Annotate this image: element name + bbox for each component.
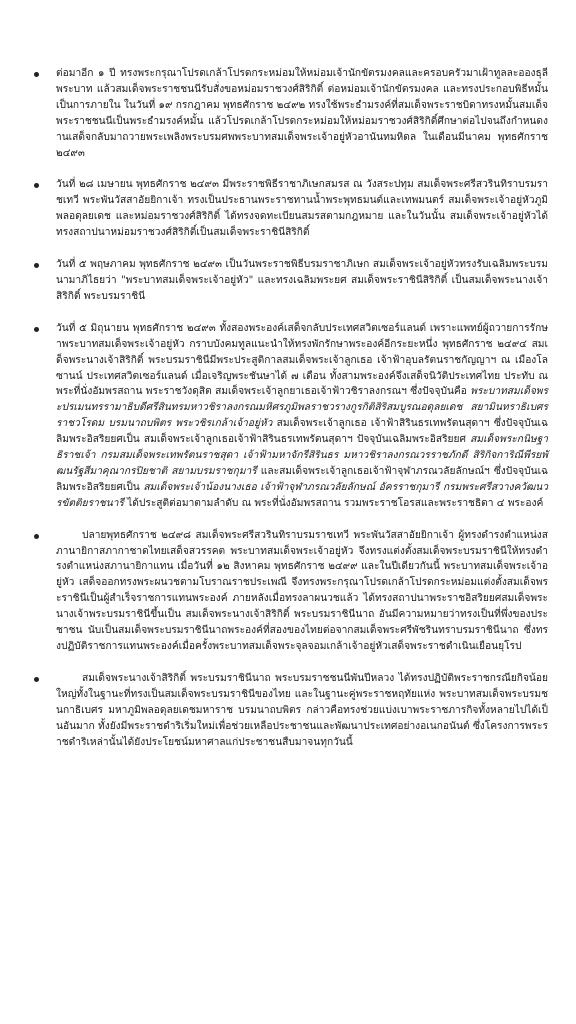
paragraph-text: สมเด็จพระนางเจ้าสิริกิติ์ พระบรมราชินีนาถ พระบรมราชชนนีพันปีหลวง ได้ทรงปฏิบัติพระราชกรณียกิจน้อยใหญ่ทั้งในฐานะที่ทรงเป็นสมเด็จพระบรมราชินีของไทย และในฐานะคู่พระราชหฤทัยแห่ง พระบาทสมเด็จพระบรมชนกาธิเบศร มหาภูมิพลอดุลยเดชมหาราช บรมนาถบพิตร กล่าวคือทรงช่วยแบ่งเบาพระราชภารกิจทั้งหลายไปได้เป็นอันมาก ทั้งยังมีพระราชดำริเริ่มใหม่เพื่อช่วยเหลือประชาชนและพัฒนาประเทศอย่างอเนกอนันต์ ซึ่งโครงการพระราชดำริเหล่านั้นได้ยังประโยชน์มหาศาลแก่ประชาชนสืบมาจนทุกวันนี้ [56, 672, 548, 748]
bullet-paragraph [56, 257, 548, 305]
paragraph-text: วันที่ ๒๘ เมษายน พุทธศักราช ๒๔๙๓ มีพระราชพิธีราชาภิเษกสมรส ณ วังสระปทุม สมเด็จพระศรีสวรินทิราบรมราชเทวี พระพันวัสสาอัยยิกาเจ้า ทรงเป็นประธานพระราชทานน้ำพระพุทธมนต์และเทพมนตร์ สมเด็จพระเจ้าอยู่หัวภูมิพลอดุลยเดช และหม่อมราชวงศ์สิริกิติ์ ได้ทรงจดทะเบียนสมรสตามกฎหมาย และในวันนั้น สมเด็จพระเจ้าอยู่หัวได้ทรงสถาปนาหม่อมราชวงศ์สิริกิติ์เป็นสมเด็จพระราชินีสิริกิติ์ [56, 179, 548, 239]
paragraph-text: ได้ประสูติต่อมาตามลำดับ ณ พระที่นั่งอัมพรสถาน รวมพระราชโอรสและพระราชธิดา ๔ พระองค์ [123, 497, 544, 509]
bullet-paragraph [56, 66, 548, 161]
bullet-paragraph [56, 177, 548, 241]
bullet-paragraph [56, 528, 548, 655]
bullet-paragraph [56, 671, 548, 751]
bullet-list [56, 66, 548, 750]
paragraph-text: วันที่ ๕ มิถุนายน พุทธศักราช ๒๔๙๓ ทั้งสองพระองค์เสด็จกลับประเทศสวิตเซอร์แลนด์ เพราะแพทย์ผู้ถวายการรักษาพระบาทสมเด็จพระเจ้าอยู่หัว กราบบังคมทูลแนะนำให้ทรงพักรักษาพระองค์อีกระยะหนึ่ง พุทธศักราช ๒๔๙๔ สมเด็จพระนางเจ้าสิริกิติ์ พระบรมราชินีมีพระประสูติกาลสมเด็จพระเจ้าลูกเธอ เจ้าฟ้าอุบลรัตนราชกัญญาฯ ณ เมืองโลซานน์ ประเทศสวิตเซอร์แลนด์ เมื่อเจริญพระชันษาได้ ๗ เดือน ทั้งสามพระองค์จึงเสด็จนิวัติประเทศไทย ประทับ ณ พระที่นั่งอัมพรสถาน พระราชวังดุสิต สมเด็จพระเจ้าลูกยาเธอเจ้าฟ้าวชิราลงกรณฯ ซึ่งปัจจุบันคือ [56, 322, 548, 398]
paragraph-text: ปลายพุทธศักราช ๒๔๙๘ สมเด็จพระศรีสวรินทิราบรมราชเทวี พระพันวัสสาอัยยิกาเจ้า ผู้ทรงดำรงตำแหน่งสภานายิกาสภากาชาดไทยเสด็จสวรรคต พระบาทสมเด็จพระเจ้าอยู่หัว จึงทรงแต่งตั้งสมเด็จพระบรมราชินีให้ทรงดำรงตำแหน่งสภานายิกาแทน เมื่อวันที่ ๑๒ สิงหาคม พุทธศักราช ๒๔๙๙ และในปีเดียวกันนี้ พระบาทสมเด็จพระเจ้าอยู่หัว เสด็จออกทรงพระผนวชตามโบราณราชประเพณี จึงทรงพระกรุณาโปรดเกล้าโปรดกระหม่อมแต่งตั้งสมเด็จพระราชินีเป็นผู้สำเร็จราชการแทนพระองค์ ภายหลังเมื่อทรงลาผนวชแล้ว ได้ทรงสถาปนาพระราชอิสริยยศสมเด็จพระนางเจ้าพระบรมราชินีขึ้นเป็น สมเด็จพระนางเจ้าสิริกิติ์ พระบรมราชินีนาถ อันมีความหมายว่าทรงเป็นที่พึ่งของประชาชน นับเป็นสมเด็จพระบรมราชินีนาถพระองค์ที่สองของไทยต่อจากสมเด็จพระศรีพัชรินทราบรมราชินีนาถ ซึ่งทรงปฏิบัติราชการแทนพระองค์เมื่อครั้งพระบาทสมเด็จพระจุลจอมเกล้าเจ้าอยู่หัวเสด็จพระราชดำเนินเยือนยุโรป [56, 529, 548, 652]
royal-title-text: สมเด็จพระกนิษฐาธิราชเจ้า กรมสมเด็จพระเทพรัตนราชสุดา เจ้าฟ้ามหาจักรีสิรินธร มหาวชิราลงกรณวรราชภักดี สิริกิจการิณีพีรยพัฒนรัฐสีมาคุณากรปิยชาติ สยามบรมราชกุมารี [56, 434, 548, 477]
royal-title-text: สมเด็จพระเจ้าน้องนางเธอ เจ้าฟ้าจุฬาภรณวลัยลักษณ์ อัครราชกุมารี กรมพระศรีสวางควัฒนวรขัตติยราชนารี [56, 481, 548, 509]
paragraph-text: และสมเด็จพระเจ้าลูกเธอเจ้าฟ้าจุฬาภรณวลัยลักษณ์ฯ ซึ่งปัจจุบันเฉลิมพระอิสริยยศเป็น [56, 465, 548, 493]
paragraph-text: ต่อมาอีก ๑ ปี ทรงพระกรุณาโปรดเกล้าโปรดกระหม่อมให้หม่อมเจ้านักขัตรมงคลและครอบครัวมาเฝ้าทูลละอองธุลีพระบาท แล้วสมเด็จพระราชชนนีรับสั่งขอหม่อมราชวงศ์สิริกิติ์ ต่อหม่อมเจ้านักขัตรมงคล และทรงประกอบพิธีหมั้นเป็นการภายใน ในวันที่ ๑๙ กรกฎาคม พุทธศักราช ๒๔๙๒ ทรงใช้พระธำมรงค์ที่สมเด็จพระราชบิดาทรงหมั้นสมเด็จพระราชชนนีเป็นพระธำมรงค์หมั้น แล้วโปรดเกล้าโปรดกระหม่อมให้หม่อมราชวงศ์สิริกิติ์ศึกษาต่อไปจนถึงกำหนดงานเสด็จกลับมาถวายพระเพลิงพระบรมศพพระบาทสมเด็จพระเจ้าอยู่หัวอานันทมหิดล ในเดือนมีนาคม พุทธศักราช ๒๔๙๓ [56, 68, 548, 159]
bullet-paragraph [56, 321, 548, 512]
paragraph-text: วันที่ ๕ พฤษภาคม พุทธศักราช ๒๔๙๓ เป็นวันพระราชพิธีบรมราชาภิเษก สมเด็จพระเจ้าอยู่หัวทรงรับเฉลิมพระบรมนามาภิไธยว่า "พระบาทสมเด็จพระเจ้าอยู่หัว" และทรงเฉลิมพระยศ สมเด็จพระราชินีสิริกิติ์ เป็นสมเด็จพระนางเจ้าสิริกิติ์ พระบรมราชินี [56, 259, 548, 302]
paragraph-text: สมเด็จพระเจ้าลูกเธอ เจ้าฟ้าสิรินธรเทพรัตนสุดาฯ ซึ่งปัจจุบันเฉลิมพระอิสริยยศเป็น สมเด็จพระเจ้าลูกเธอเจ้าฟ้าสิรินธรเทพรัตนสุดาฯ ปัจจุบันเฉลิมพระอิสริยยศ [56, 418, 548, 446]
royal-title-text: พระบาทสมเด็จพระปรเมนทรรามาธิบดีศรีสินทรมหาวชิราลงกรณมหิศรภูมิพลราชวรางกูรกิติสิริสมบูรณอดุลยเดช สยามินทราธิเบศร ราชวโรดม บรมนาถบพิตร พระวชิรเกล้าเจ้าอยู่หัว [56, 386, 548, 430]
